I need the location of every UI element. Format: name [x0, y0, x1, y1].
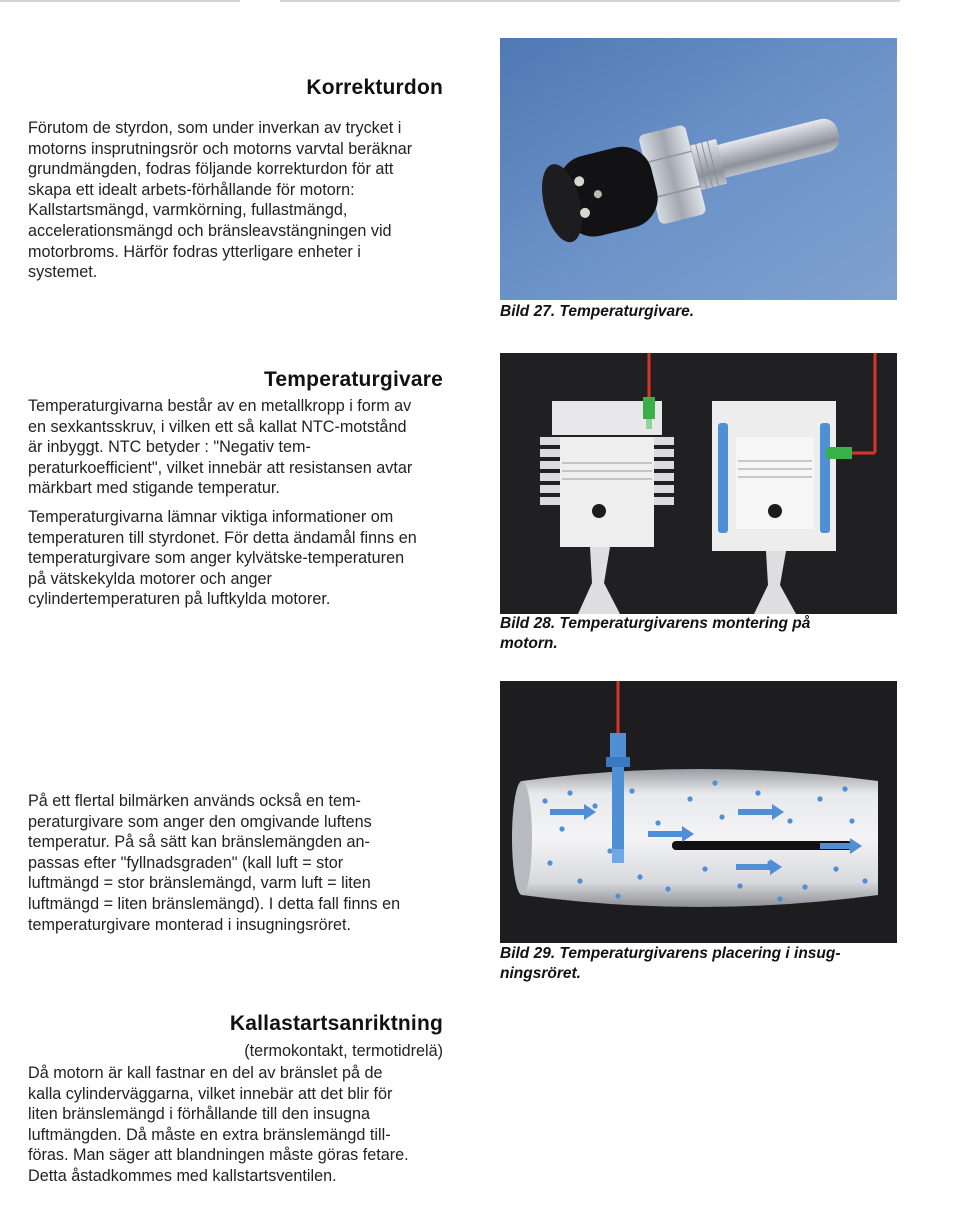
caption-line: Bild 28. Temperaturgivarens montering på [500, 615, 811, 632]
text-line: är inbyggt. NTC betyder : "Negativ tem- [28, 438, 311, 457]
paragraph-lufttemperatur [28, 791, 473, 935]
text-line: accelerationsmängd och bränsleavstängningen vid [28, 221, 392, 240]
text-line: luftmängd = liten bränslemängd). I detta fall finns en [28, 894, 401, 913]
text-line: föras. Man säger att blandningen måste göras fetare. [28, 1146, 409, 1165]
text-line: motorns insprutningsrör och motorns varvtal beräknar [28, 139, 413, 158]
text-line: Kallstartsmängd, varmkörning, fullastmängd, [28, 201, 348, 220]
text-line: Temperaturgivarna lämnar viktiga informationer om [28, 508, 394, 526]
caption-bild-29 [500, 944, 920, 984]
text-line: temperatur. På så sätt kan bränslemängden an- [28, 833, 370, 852]
text-line: Då motorn är kall fastnar en del av bränslet på de [28, 1064, 383, 1082]
text-line: peraturkoefficient", vilket innebär att resistansen avtar [28, 458, 413, 477]
scan-edge-left [0, 0, 240, 2]
text-line: liten bränslemängd i förhållande till den insugna [28, 1105, 370, 1124]
text-line: cylindertemperaturen på luftkylda motorer. [28, 590, 331, 609]
text-line: kalla cylinderväggarna, vilket innebär att det blir för [28, 1084, 393, 1103]
heading-korrekturdon: Korrekturdon [306, 76, 443, 99]
subheading-kallastartsanriktning: (termokontakt, termotidrelä) [244, 1042, 443, 1060]
text-line: luftmängd = stor bränslemängd, varm luft = liten [28, 874, 371, 893]
text-line: motorbroms. Härför fodras ytterligare enheter i [28, 242, 361, 261]
figure-temperature-sensor-photo [500, 38, 897, 300]
text-line: Detta åstadkommes med kallstartsventilen. [28, 1166, 337, 1185]
paragraph-temperaturgivare-2 [28, 507, 473, 610]
text-line: luftmängden. Då måste en extra bränslemängd till- [28, 1125, 391, 1144]
text-line: Temperaturgivarna består av en metallkropp i form av [28, 397, 412, 415]
text-line: skapa ett idealt arbets-förhållande för motorn: [28, 180, 355, 199]
text-line: temperaturen till styrdonet. För detta ändamål finns en [28, 528, 417, 547]
caption-line: motorn. [500, 635, 558, 652]
paragraph-temperaturgivare-1 [28, 396, 473, 499]
text-line: på vätskekylda motorer och anger [28, 569, 272, 588]
figure-sensor-intake-pipe [500, 681, 897, 943]
text-line: märkbart med stigande temperatur. [28, 479, 280, 498]
text-line: grundmängden, fodras följande korrekturdon för att [28, 160, 394, 179]
text-line: temperaturgivare som anger kylvätske-temperaturen [28, 549, 405, 568]
text-line: Förutom de styrdon, som under inverkan av trycket i [28, 119, 402, 137]
heading-temperaturgivare: Temperaturgivare [263, 368, 443, 391]
text-line: På ett flertal bilmärken används också en tem- [28, 792, 361, 810]
paragraph-korrekturdon [28, 118, 468, 283]
text-line: systemet. [28, 263, 98, 282]
scan-edge-right [280, 0, 900, 2]
caption-line: Bild 29. Temperaturgivarens placering i insug- [500, 945, 841, 962]
figure-sensor-mounting-engine [500, 353, 897, 614]
text-line: en sexkantsskruv, i vilken ett så kallat NTC-motstånd [28, 417, 407, 436]
text-line: temperaturgivare monterad i insugningsröret. [28, 915, 352, 934]
caption-bild-28 [500, 614, 920, 654]
paragraph-kallastart [28, 1063, 473, 1187]
caption-bild-27: Bild 27. Temperaturgivare. [500, 303, 695, 320]
text-line: passas efter "fyllnadsgraden" (kall luft = stor [28, 853, 344, 872]
caption-line: ningsröret. [500, 965, 581, 982]
heading-kallastartsanriktning: Kallastartsanriktning [229, 1012, 443, 1035]
text-line: peraturgivare som anger den omgivande luftens [28, 812, 372, 831]
